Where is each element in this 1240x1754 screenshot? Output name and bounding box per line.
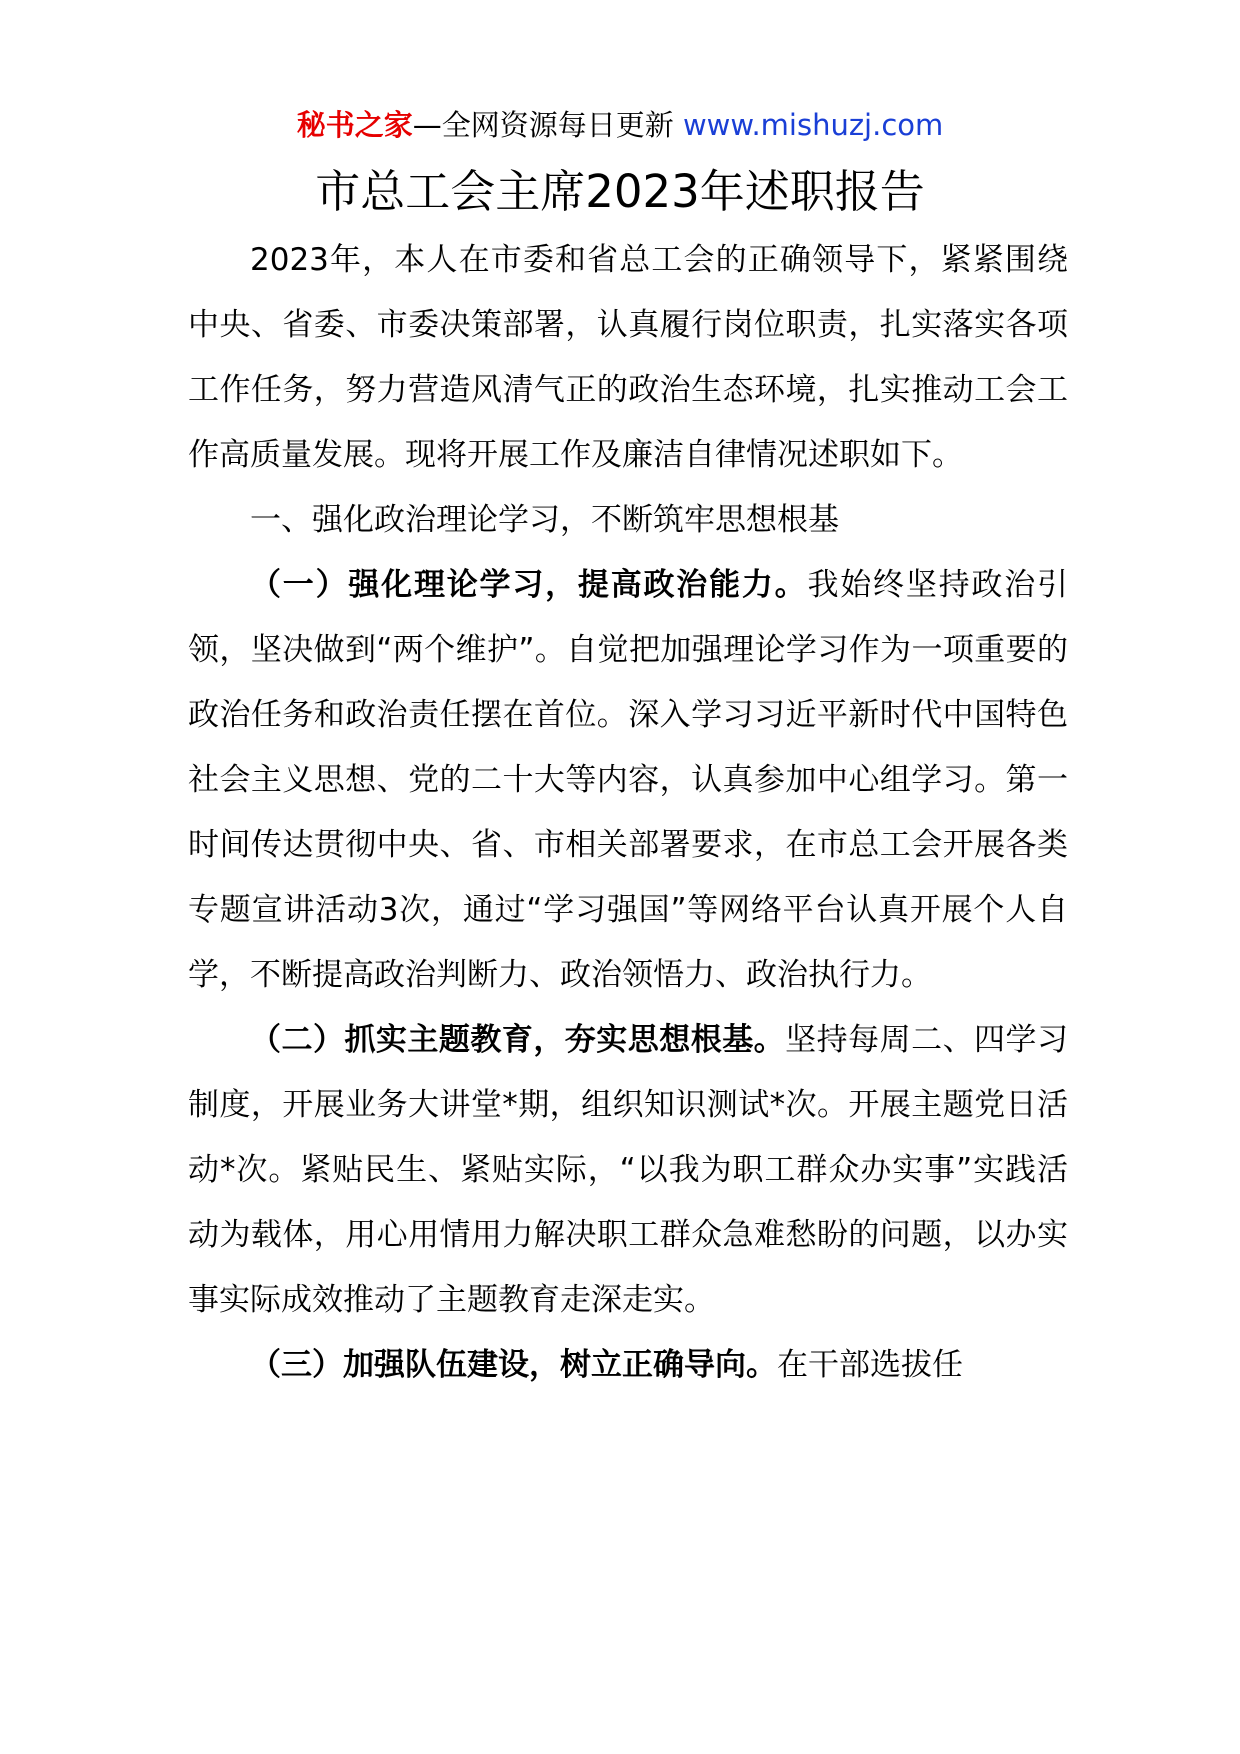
site-header — [0, 100, 1240, 150]
brand-name: 秘书之家 — [296, 108, 413, 142]
paragraph-intro — [188, 228, 1068, 488]
subsection-lead: （三）加强队伍建设，树立正确导向。 — [250, 1347, 777, 1383]
paragraph-text: 在干部选拔任 — [777, 1347, 963, 1383]
document-title: 市总工会主席2023年述职报告 — [315, 165, 925, 218]
subsection-3 — [188, 1333, 1068, 1398]
subsection-1 — [188, 553, 1068, 1008]
site-url-link[interactable]: www.mishuzj.com — [682, 108, 944, 142]
subsection-2 — [188, 1008, 1068, 1333]
subsection-lead: （一）强化理论学习，提高政治能力。 — [250, 567, 808, 603]
paragraph-text: 一、强化政治理论学习，不断筑牢思想根基 — [250, 502, 839, 538]
paragraph-text: 坚持每周二、四学习制度，开展业务大讲堂*期，组织知识测试*次。开展主题党日活动*次。紧贴民生、紧贴实际，“以我为职工群众办实事”实践活动为载体，用心用情用力解决职工群众急难愁盼的问题，以办实事实际成效推动了主题教育走深走实。 — [188, 1022, 1069, 1318]
section-heading-1 — [188, 488, 1068, 553]
subsection-lead: （二）抓实主题教育，夯实思想根基。 — [250, 1022, 786, 1058]
header-tagline: —全网资源每日更新 — [412, 108, 674, 142]
paragraph-text: 我始终坚持政治引领，坚决做到“两个维护”。自觉把加强理论学习作为一项重要的政治任务和政治责任摆在首位。深入学习习近平新时代中国特色社会主义思想、党的二十大等内容，认真参加中心组学习。第一时间传达贯彻中央、省、市相关部署要求，在市总工会开展各类专题宣讲活动3次，通过“学习强国”等网络平台认真开展个人自学，不断提高政治判断力、政治领悟力、政治执行力。 — [188, 567, 1069, 993]
document-body — [188, 228, 1068, 1398]
paragraph-text: 2023年，本人在市委和省总工会的正确领导下，紧紧围绕中央、省委、市委决策部署，认真履行岗位职责，扎实落实各项工作任务，努力营造风清气正的政治生态环境，扎实推动工会工作高质量发展。现将开展工作及廉洁自律情况述职如下。 — [188, 242, 1068, 473]
